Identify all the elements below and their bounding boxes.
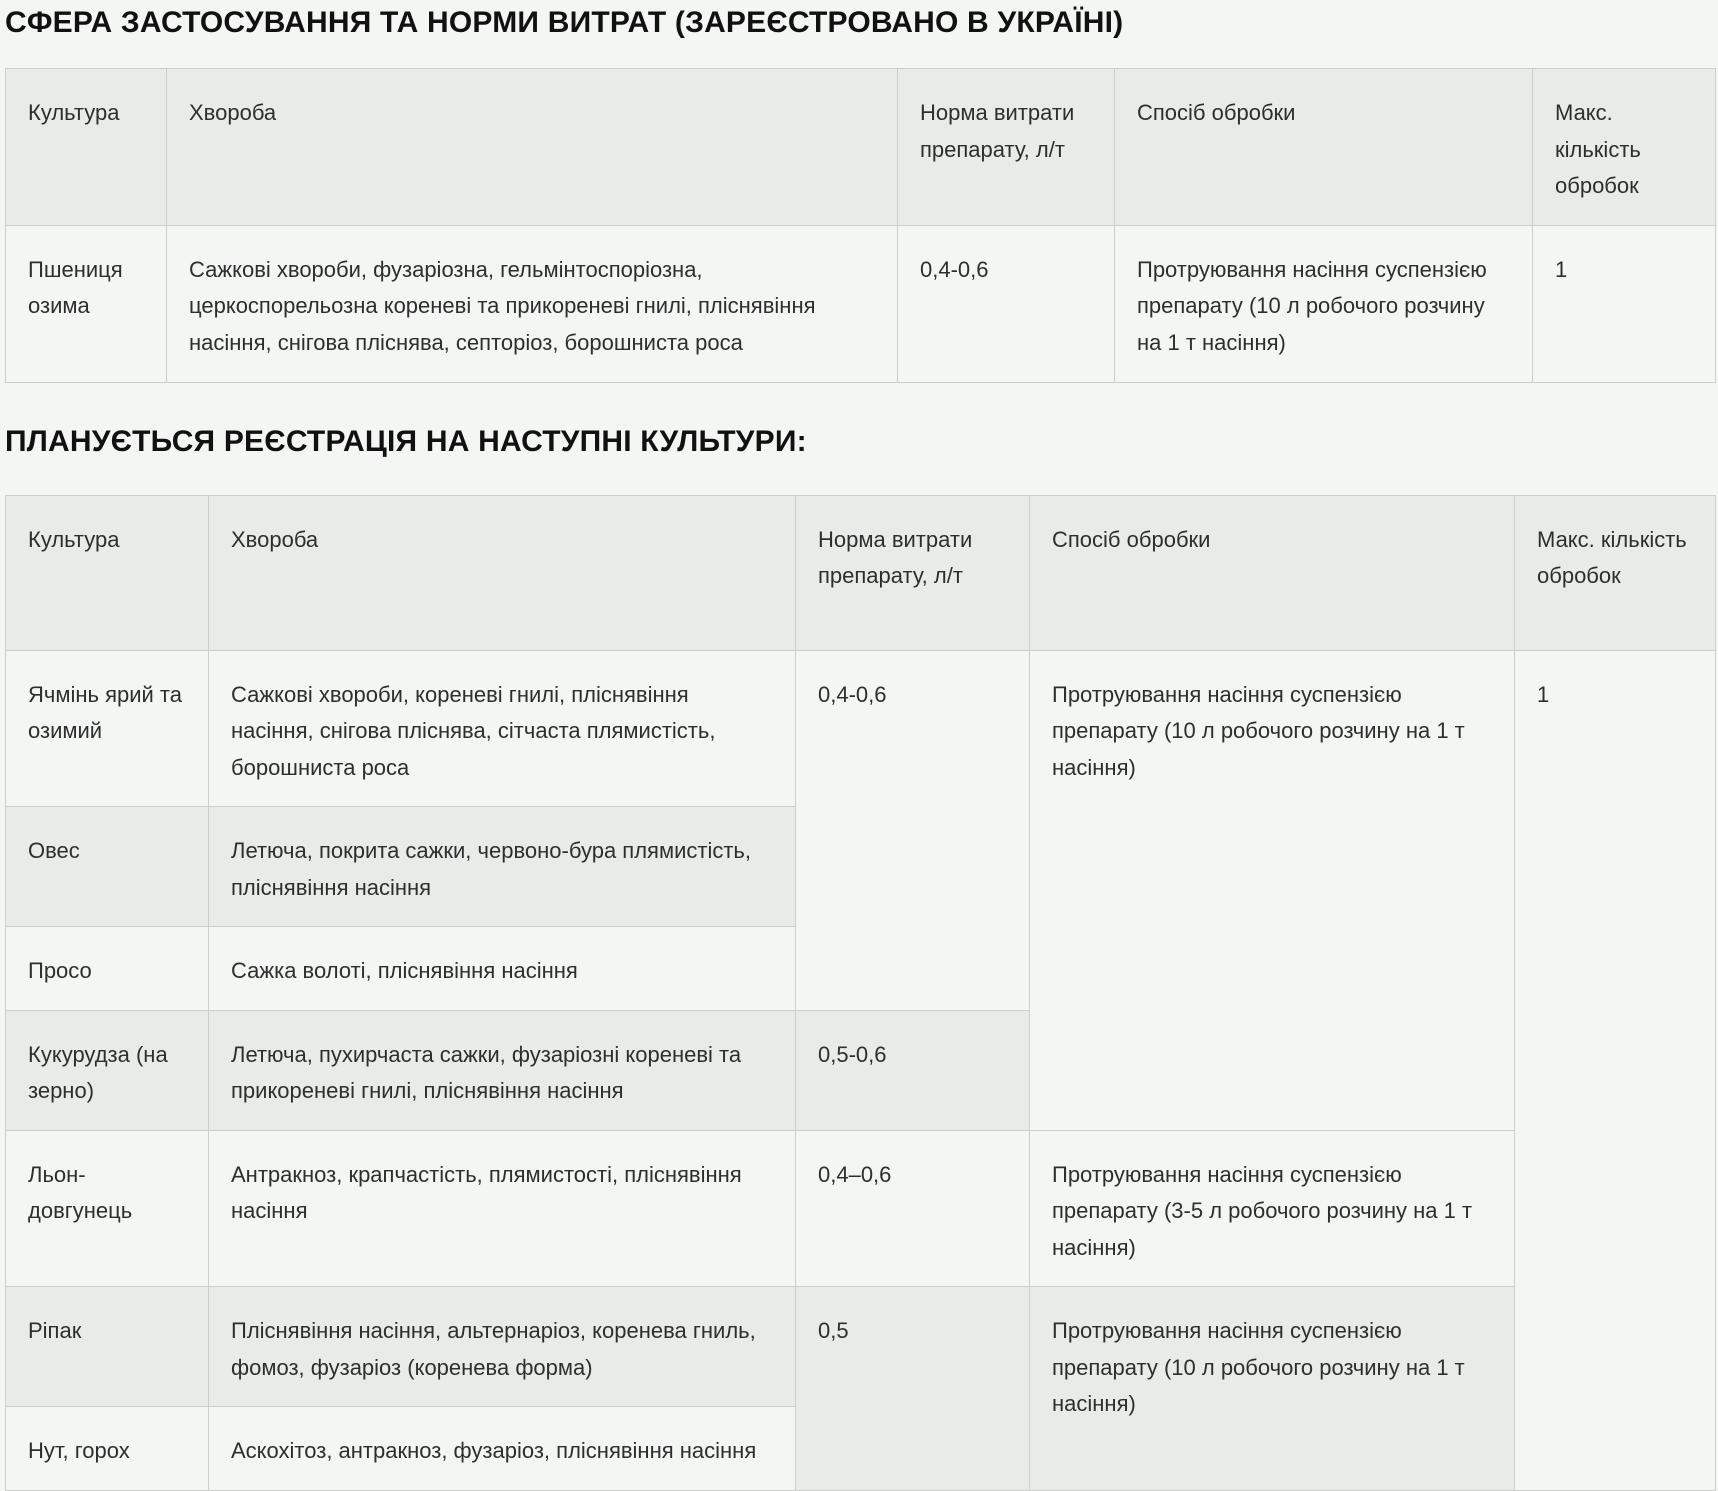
table-row	[6, 1287, 1716, 1407]
cell-method: Протруювання насіння суспензією препарату (10 л робочого розчину на 1 т насіння)	[1030, 650, 1515, 1130]
cell-rate: 0,4-0,6	[898, 225, 1115, 382]
registered-table	[5, 68, 1716, 383]
cell-disease: Летюча, пухирчаста сажки, фузаріозні кореневі та прикореневі гнилі, пліснявіння насіння	[209, 1010, 796, 1130]
header-disease: Хвороба	[209, 495, 796, 650]
cell-crop: Кукурудза (на зерно)	[6, 1010, 209, 1130]
cell-disease: Аскохітоз, антракноз, фузаріоз, пліснявіння насіння	[209, 1407, 796, 1491]
table-row	[6, 1130, 1716, 1287]
cell-disease: Сажка волоті, пліснявіння насіння	[209, 927, 796, 1011]
planned-table	[5, 495, 1716, 1491]
header-crop: Культура	[6, 495, 209, 650]
cell-disease: Пліснявіння насіння, альтернаріоз, коренева гниль, фомоз, фузаріоз (коренева форма)	[209, 1287, 796, 1407]
cell-method: Протруювання насіння суспензією препарату (10 л робочого розчину на 1 т насіння)	[1115, 225, 1533, 382]
cell-rate: 0,5	[796, 1287, 1030, 1491]
header-method: Спосіб обробки	[1115, 69, 1533, 226]
cell-max: 1	[1515, 650, 1716, 1490]
header-method: Спосіб обробки	[1030, 495, 1515, 650]
cell-crop: Ріпак	[6, 1287, 209, 1407]
header-crop: Культура	[6, 69, 167, 226]
cell-max: 1	[1533, 225, 1716, 382]
cell-rate: 0,4–0,6	[796, 1130, 1030, 1287]
cell-disease: Летюча, покрита сажки, червоно-бура плямистість, пліснявіння насіння	[209, 807, 796, 927]
cell-method: Протруювання насіння суспензією препарату (10 л робочого розчину на 1 т насіння)	[1030, 1287, 1515, 1491]
header-rate: Норма витрати препарату, л/т	[796, 495, 1030, 650]
cell-disease: Антракноз, крапчастість, плямистості, пліснявіння насіння	[209, 1130, 796, 1287]
cell-crop: Ячмінь ярий та озимий	[6, 650, 209, 807]
planned-section-title: ПЛАНУЄТЬСЯ РЕЄСТРАЦІЯ НА НАСТУПНІ КУЛЬТУРИ:	[5, 424, 807, 458]
cell-method: Протруювання насіння суспензією препарату (3-5 л робочого розчину на 1 т насіння)	[1030, 1130, 1515, 1287]
cell-rate: 0,5-0,6	[796, 1010, 1030, 1130]
cell-crop: Просо	[6, 927, 209, 1011]
table-row	[6, 225, 1716, 382]
cell-rate: 0,4-0,6	[796, 650, 1030, 1010]
cell-crop: Пшениця озима	[6, 225, 167, 382]
cell-crop: Нут, горох	[6, 1407, 209, 1491]
table-header-row	[6, 495, 1716, 650]
header-max: Макс. кількість обробок	[1533, 69, 1716, 226]
cell-crop: Льон-довгунець	[6, 1130, 209, 1287]
header-rate: Норма витрати препарату, л/т	[898, 69, 1115, 226]
registered-section-title: СФЕРА ЗАСТОСУВАННЯ ТА НОРМИ ВИТРАТ (ЗАРЕЄСТРОВАНО В УКРАЇНІ)	[5, 6, 1124, 39]
table-row	[6, 650, 1716, 807]
header-max: Макс. кількість обробок	[1515, 495, 1716, 650]
page	[5, 0, 1715, 1491]
cell-crop: Овес	[6, 807, 209, 927]
table-header-row	[6, 69, 1716, 226]
cell-disease: Сажкові хвороби, кореневі гнилі, пліснявіння насіння, снігова пліснява, сітчаста плямистість, борошниста роса	[209, 650, 796, 807]
cell-disease: Сажкові хвороби, фузаріозна, гельмінтоспоріозна, церкоспорельозна кореневі та прикореневі гнилі, пліснявіння насіння, снігова пліснява, септоріоз, борошниста роса	[167, 225, 898, 382]
header-disease: Хвороба	[167, 69, 898, 226]
